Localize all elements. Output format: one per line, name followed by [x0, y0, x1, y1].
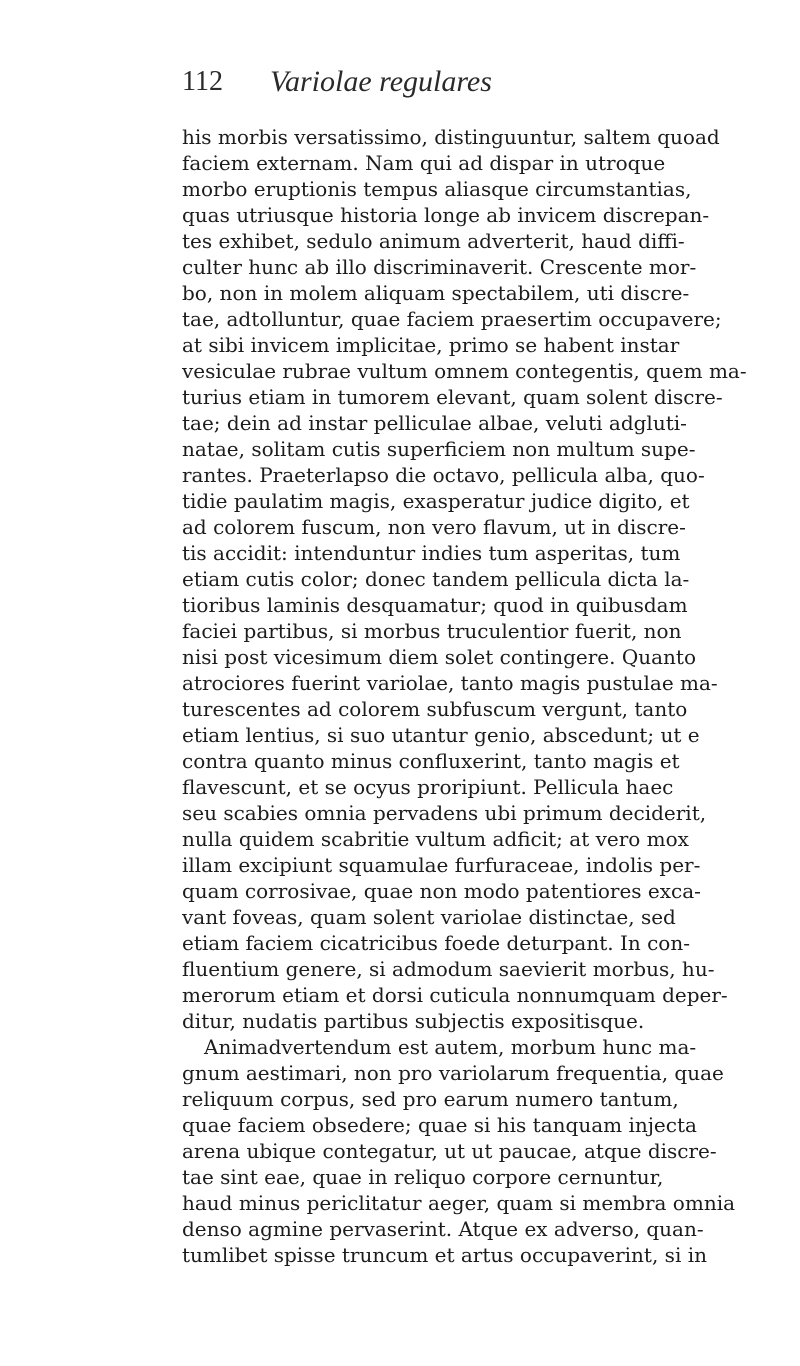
text-line: contra quanto minus confluxerint, tanto magis et [182, 749, 680, 773]
text-line: ditur, nudatis partibus subjectis expositisque. [182, 1009, 645, 1033]
text-line: tae, adtolluntur, quae faciem praesertim occupavere; [182, 307, 722, 331]
text-line: vesiculae rubrae vultum omnem contegentis, quem ma- [182, 359, 747, 383]
text-line: seu scabies omnia pervadens ubi primum deciderit, [182, 801, 707, 825]
running-title: Variolae regulares [270, 65, 492, 98]
text-line: tae; dein ad instar pelliculae albae, veluti adgluti- [182, 411, 687, 435]
text-line: ad colorem fuscum, non vero flavum, ut in discre- [182, 515, 686, 539]
text-line: at sibi invicem implicitae, primo se habent instar [182, 333, 680, 357]
text-line: culter hunc ab illo discriminaverit. Crescente mor- [182, 255, 697, 279]
text-line: merorum etiam et dorsi cuticula nonnumquam deper- [182, 983, 728, 1007]
text-line: quam corrosivae, quae non modo patentiores exca- [182, 879, 701, 903]
text-line: reliquum corpus, sed pro earum numero tantum, [182, 1087, 679, 1111]
text-line: tae sint eae, quae in reliquo corpore cernuntur, [182, 1165, 664, 1189]
text-line: quas utriusque historia longe ab invicem discrepan- [182, 203, 710, 227]
text-line: natae, solitam cutis superficiem non multum supe- [182, 437, 696, 461]
text-line: tumlibet spisse truncum et artus occupaverint, si in [182, 1243, 707, 1267]
text-line: etiam cutis color; donec tandem pellicula dicta la- [182, 567, 690, 591]
text-line: fluentium genere, si admodum saevierit morbus, hu- [182, 957, 715, 981]
text-line: turius etiam in tumorem elevant, quam solent discre- [182, 385, 723, 409]
text-line: rantes. Praeterlapso die octavo, pellicula alba, quo- [182, 463, 705, 487]
text-line: turescentes ad colorem subfuscum vergunt, tanto [182, 697, 688, 721]
text-line: flavescunt, et se ocyus proripiunt. Pellicula haec [182, 775, 674, 799]
text-line: tidie paulatim magis, exasperatur judice digito, et [182, 489, 690, 513]
text-line: faciei partibus, si morbus truculentior fuerit, non [182, 619, 682, 643]
text-line: tes exhibet, sedulo animum adverterit, haud diffi- [182, 229, 685, 253]
text-line: haud minus periclitatur aeger, quam si membra omnia [182, 1191, 736, 1215]
text-line: quae faciem obsedere; quae si his tanquam injecta [182, 1113, 697, 1137]
text-line: Animadvertendum est autem, morbum hunc ma- [204, 1035, 697, 1059]
text-line: illam excipiunt squamulae furfuraceae, indolis per- [182, 853, 701, 877]
text-line: faciem externam. Nam qui ad dispar in utroque [182, 151, 666, 175]
body-text [182, 124, 747, 1268]
text-line: his morbis versatissimo, distinguuntur, saltem quoad [182, 125, 720, 149]
text-line: bo, non in molem aliquam spectabilem, uti discre- [182, 281, 690, 305]
text-line: etiam lentius, si suo utantur genio, abscedunt; ut e [182, 723, 700, 747]
text-line: tioribus laminis desquamatur; quod in quibusdam [182, 593, 688, 617]
text-line: atrociores fuerint variolae, tanto magis pustulae ma- [182, 671, 718, 695]
text-line: arena ubique contegatur, ut ut paucae, atque discre- [182, 1139, 717, 1163]
text-line: etiam faciem cicatricibus foede deturpant. In con- [182, 931, 690, 955]
text-line: vant foveas, quam solent variolae distinctae, sed [182, 905, 676, 929]
text-line: nisi post vicesimum diem solet contingere. Quanto [182, 645, 696, 669]
text-line: tis accidit: intenduntur indies tum asperitas, tum [182, 541, 681, 565]
page-number: 112 [182, 66, 223, 97]
text-line: nulla quidem scabritie vultum adficit; at vero mox [182, 827, 689, 851]
text-line: denso agmine pervaserint. Atque ex adverso, quan- [182, 1217, 704, 1241]
text-line: gnum aestimari, non pro variolarum frequentia, quae [182, 1061, 724, 1085]
page-header [182, 62, 538, 102]
text-line: morbo eruptionis tempus aliasque circumstantias, [182, 177, 692, 201]
